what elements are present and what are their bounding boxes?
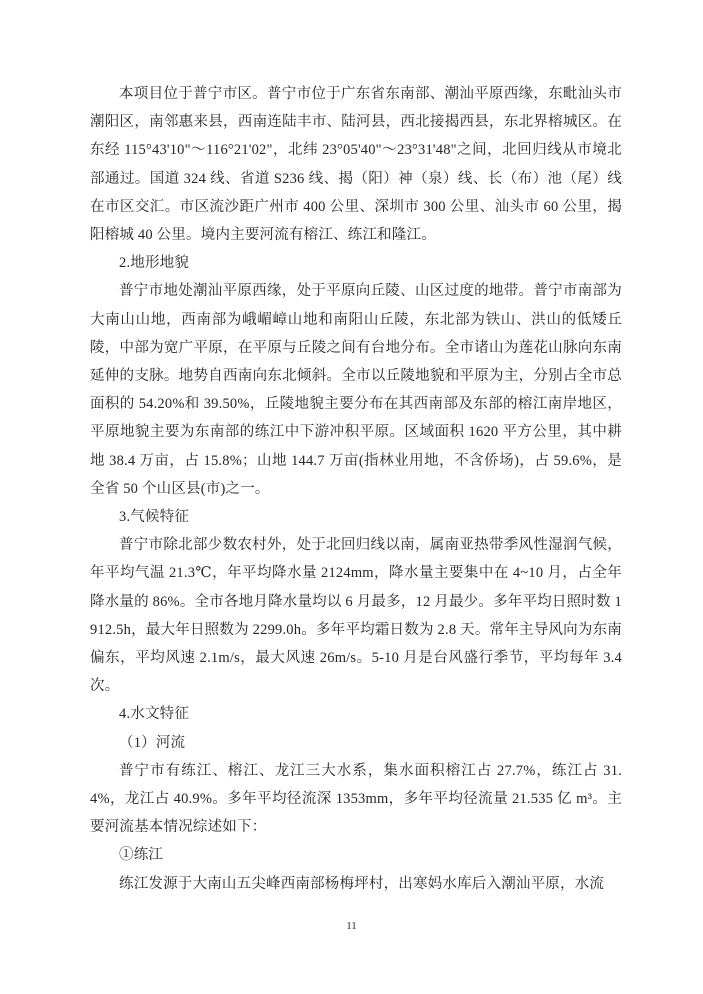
- paragraph-topography: 普宁市地处潮汕平原西缘，处于平原向丘陵、山区过度的地带。普宁市南部为大南山山地，西南部为峨嵋嶂山地和南阳山丘陵，东北部为铁山、洪山的低矮丘陵，中部为宽广平原，在平原与丘陵之间有台地分布。全市诸山为莲花山脉向东南延伸的支脉。地势自西南向东北倾斜。全市以丘陵地貌和平原为主，分别占全市总面积的 54.20%和 39.50%，丘陵地貌主要分布在其西南部及东部的榕江南岸地区，平原地貌主要为东南部的练江中下游冲积平原。区域面积 1620 平方公里，其中耕地 38.4 万亩，占 15.8%；山地 144.7 万亩(指林业用地，不含侨场)，占 59.6%，是全省 50 个山区县(市)之一。: [90, 283, 622, 497]
- paragraph-project-location: 本项目位于普宁市区。普宁市位于广东省东南部、潮汕平原西缘，东毗汕头市潮阳区，南邻惠来县，西南连陆丰市、陆河县，西北接揭西县，东北界榕城区。在东经 115°43'10"～116°21'02"，北纬 23°05'40"～23°31'48"之间，北回归线从市境北部通过。国道 324 线、省道 S236 线、揭（阳）神（泉）线、长（布）池（尾）线在市区交汇。市区流沙距广州市 400 公里、深圳市 300 公里、汕头市 60 公里，揭阳榕城 40 公里。境内主要河流有榕江、练江和隆江。: [90, 86, 622, 244]
- heading-rivers: （1）河流: [119, 734, 186, 751]
- heading-climate: 3.气候特征: [119, 509, 190, 526]
- page-number: 11: [346, 920, 357, 932]
- heading-lianjiang-river: ①练江: [119, 847, 164, 864]
- page-content: [90, 80, 622, 898]
- paragraph-climate: 普宁市除北部少数农村外，处于北回归线以南，属南亚热带季风性湿润气候，年平均气温 21.3℃，年平均降水量 2124mm，降水量主要集中在 4~10 月，占全年降水量的 86%。全市各地月降水量均以 6 月最多，12 月最少。多年平均日照时数 1912.5h，最大年日照数为 2299.0h。多年平均霜日数为 2.8 天。常年主导风向为东南偏东，平均风速 2.1m/s，最大风速 26m/s。5-10 月是台风盛行季节，平均每年 3.4 次。: [90, 537, 622, 695]
- paragraph-lianjiang-river: 练江发源于大南山五尖峰西南部杨梅坪村，出寒妈水库后入潮汕平原，水流: [119, 875, 605, 892]
- heading-topography: 2.地形地貌: [119, 255, 190, 272]
- paragraph-rivers-overview: 普宁市有练江、榕江、龙江三大水系，集水面积榕江占 27.7%，练江占 31.4%，龙江占 40.9%。多年平均径流深 1353mm，多年平均径流量 21.535 亿 m³。主要河流基本情况综述如下：: [90, 762, 622, 836]
- heading-hydrology: 4.水文特征: [119, 706, 190, 723]
